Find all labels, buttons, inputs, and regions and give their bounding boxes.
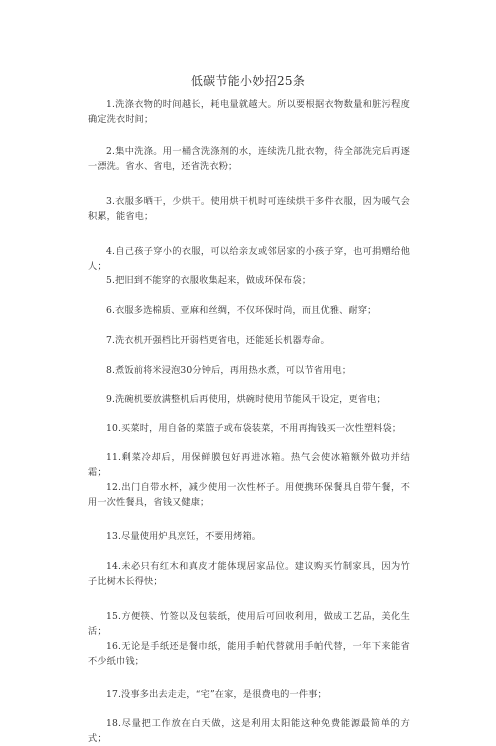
tip-item: 14.未必只有红木和真皮才能体现居家品位。建议购买竹制家具，因为竹子比树木长得快； <box>88 561 410 587</box>
tip-item: 10.买菜时，用自备的菜篮子或布袋装菜，不用再掏钱买一次性塑料袋； <box>106 423 402 434</box>
tip-item: 9.洗碗机要放满整机后再使用，烘碗时使用节能风干设定，更省电； <box>106 394 386 405</box>
tip-item: 1.洗涤衣物的时间越长，耗电量就越大。所以要根据衣物数量和脏污程度确定洗衣时间； <box>88 99 410 125</box>
tip-item: 12.出门自带水杯，减少使用一次性杯子。用便携环保餐具自带午餐，不用一次性餐具，省钱又健康； <box>88 482 410 508</box>
tip-item: 15.方便筷、竹签以及包装纸，使用后可回收利用，做成工艺品，美化生活； <box>88 611 410 637</box>
tip-item: 18.尽量把工作放在白天做，这是利用太阳能这种免费能源最简单的方式； <box>88 718 410 744</box>
tip-item: 4.自己孩子穿小的衣服，可以给亲友或邻居家的小孩子穿，也可捐赠给他人； <box>88 246 410 272</box>
tip-item: 17.没事多出去走走，“宅”在家，是很费电的一件事； <box>106 689 327 700</box>
tip-item: 8.煮饭前将米浸泡30分钟后，再用热水煮，可以节省用电； <box>106 365 352 376</box>
tip-item: 3.衣服多晒干，少烘干。使用烘干机时可连续烘干多件衣服，因为暖气会积累，能省电； <box>88 196 410 222</box>
tip-item: 16.无论是手纸还是餐巾纸，能用手帕代替就用手帕代替，一年下来能省不少纸巾钱； <box>88 641 410 667</box>
document-title: 低碳节能小妙招25条 <box>190 74 306 88</box>
tip-item: 2.集中洗涤。用一桶含洗涤剂的水，连续洗几批衣物，待全部洗完后再逐一漂洗。省水、省电，还省洗衣粉； <box>88 146 410 172</box>
tip-item: 6.衣服多选棉质、亚麻和丝绸，不仅环保时尚，而且优雅、耐穿； <box>106 305 377 316</box>
tip-item: 7.洗衣机开强档比开弱档更省电，还能延长机器寿命。 <box>106 335 330 346</box>
tip-item: 5.把旧到不能穿的衣服收集起来，做成环保布袋； <box>106 275 312 286</box>
tip-item: 11.剩菜冷却后，用保鲜膜包好再进冰箱。热气会使冰箱额外做功并结霜； <box>88 452 410 478</box>
tip-item: 13.尽量使用炉具烹饪，不要用烤箱。 <box>106 531 262 542</box>
